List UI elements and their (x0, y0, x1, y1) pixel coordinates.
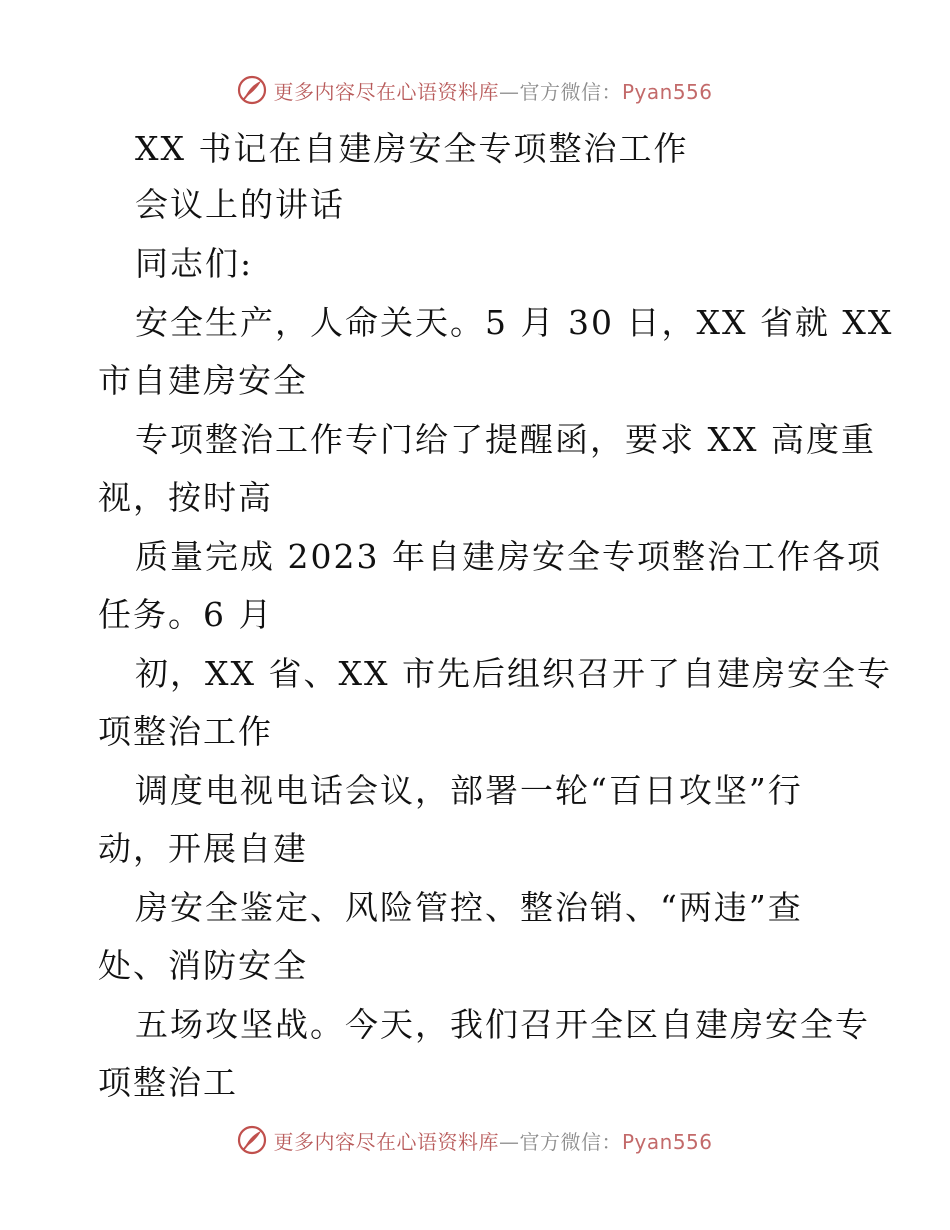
watermark-separator: — (498, 1129, 520, 1154)
watermark-wechat-label: 官方微信： (519, 1129, 622, 1154)
paragraph-line: 任务。6 月 (98, 595, 274, 634)
paragraph-line: 安全生产，人命关天。5 月 30 日，XX 省就 XX (135, 303, 894, 342)
feather-pen-logo-icon (237, 75, 267, 105)
document-title-line-2: 会议上的讲话 (135, 185, 345, 224)
watermark-wechat-id: Pyan556 (621, 79, 713, 104)
paragraph-line: 房安全鉴定、风险管控、整治销、“两违”查 (135, 888, 803, 927)
paragraph-line: 调度电视电话会议，部署一轮“百日攻坚”行 (135, 771, 803, 810)
paragraph-line: 市自建房安全 (98, 361, 308, 400)
watermark-separator: — (498, 79, 520, 104)
watermark-banner-bottom (0, 1120, 950, 1160)
paragraph-line: 处、消防安全 (98, 946, 308, 985)
paragraph-line: 五场攻坚战。今天，我们召开全区自建房安全专 (135, 1005, 870, 1044)
watermark-wechat-label: 官方微信： (519, 79, 622, 104)
paragraph-line: 初，XX 省、XX 市先后组织召开了自建房安全专 (135, 654, 892, 693)
watermark-text (273, 1126, 712, 1155)
paragraph-line: 专项整治工作专门给了提醒函，要求 XX 高度重 (135, 420, 876, 459)
paragraph-line: 质量完成 2023 年自建房安全专项整治工作各项 (135, 537, 882, 576)
feather-pen-logo-icon (237, 1125, 267, 1155)
watermark-site-text: 更多内容尽在心语资料库 (273, 79, 499, 104)
paragraph-line: 视，按时高 (98, 478, 273, 517)
document-title-line-1: XX 书记在自建房安全专项整治工作 (135, 129, 689, 168)
watermark-wechat-id: Pyan556 (621, 1129, 713, 1154)
watermark-banner-top (0, 70, 950, 110)
paragraph-line: 项整治工 (98, 1063, 238, 1102)
paragraph-line: 项整治工作 (98, 712, 273, 751)
paragraph-line: 动，开展自建 (98, 829, 308, 868)
watermark-text (273, 76, 712, 105)
salutation: 同志们: (135, 244, 254, 283)
watermark-site-text: 更多内容尽在心语资料库 (273, 1129, 499, 1154)
